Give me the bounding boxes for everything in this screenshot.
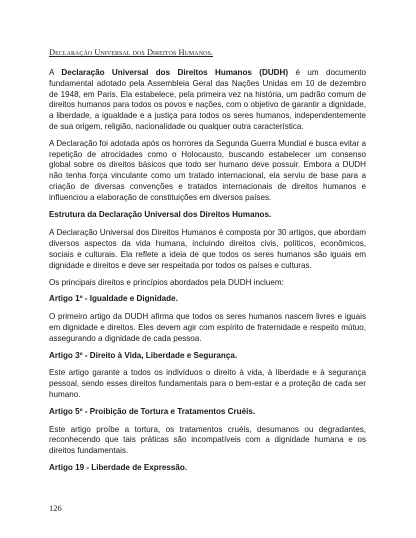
- paragraph-2: A Declaração foi adotada após os horrores da Segunda Guerra Mundial e busca evitar a repetição de atrocidades como o Holocausto, buscando estabelecer um consenso global sobre os direitos básicos que todo ser humano deve possuir. Embora a DUDH não tenha força vinculante como um tratado internacional, ela serviu de base para a criação de diversas convenções e tratados internacionais de direitos humanos e influenciou a elaboração de constituições em diversos países.: [49, 138, 366, 202]
- paragraph-4: Os principais direitos e princípios abordados pela DUDH incluem:: [49, 277, 284, 287]
- page-content: [49, 47, 366, 481]
- article-1-text: O primeiro artigo da DUDH afirma que todos os seres humanos nascem livres e iguais em dignidade e direitos. Eles devem agir com espírito de fraternidade e respeito mútuo, assegurando a dignidade de cada pessoa.: [49, 312, 366, 343]
- intro-paragraph: [49, 68, 366, 133]
- intro-prefix: A: [49, 68, 62, 77]
- intro-bold-term: Declaração Universal dos Direitos Humanos (DUDH): [61, 68, 289, 77]
- page-number: 126: [49, 503, 62, 513]
- article-1-title: Artigo 1º - Igualdade e Dignidade.: [49, 294, 178, 304]
- page-heading: Declaração Universal dos Direitos Humanos.: [49, 48, 213, 57]
- article-5-text: Este artigo proíbe a tortura, os tratamentos cruéis, desumanos ou degradantes, reconhecendo que tais práticas são incompatíveis com a dignidade humana e os direitos fundamentais.: [49, 424, 366, 456]
- section-title: Estrutura da Declaração Universal dos Direitos Humanos.: [49, 209, 272, 219]
- article-3-title: Artigo 3º - Direito à Vida, Liberdade e Segurança.: [49, 350, 238, 360]
- article-3-text: Este artigo garante a todos os indivíduos o direito à vida, à liberdade e à segurança pessoal, sendo esses direitos fundamentais para o bem-estar e a proteção de cada ser humano.: [49, 368, 366, 399]
- intro-text: é um documento fundamental adotado pela Assembleia Geral das Nações Unidas em 10 de dezembro de 1948, em Paris. Ela estabelece, pela primeira vez na história, um padrão comum de direitos humanos para todos os povos e nações, com o objetivo de garantir a dignidade, a liberdade, a igualdade e a justiça para todos os seres humanos, independentemente de sua origem, religião, nacionalidade ou qualquer outra característica.: [49, 68, 366, 131]
- paragraph-3: A Declaração Universal dos Direitos Humanos é composta por 30 artigos, que abordam diversos aspectos da vida humana, incluindo direitos civis, políticos, econômicos, sociais e culturais. Ela reflete a ideia de que todos os seres humanos são iguais em dignidade e direitos e deve ser respeitada por todos os países e culturas.: [49, 228, 366, 270]
- article-5-title: Artigo 5º - Proibição de Tortura e Tratamentos Cruéis.: [49, 406, 256, 416]
- article-19-title: Artigo 19 - Liberdade de Expressão.: [49, 462, 188, 472]
